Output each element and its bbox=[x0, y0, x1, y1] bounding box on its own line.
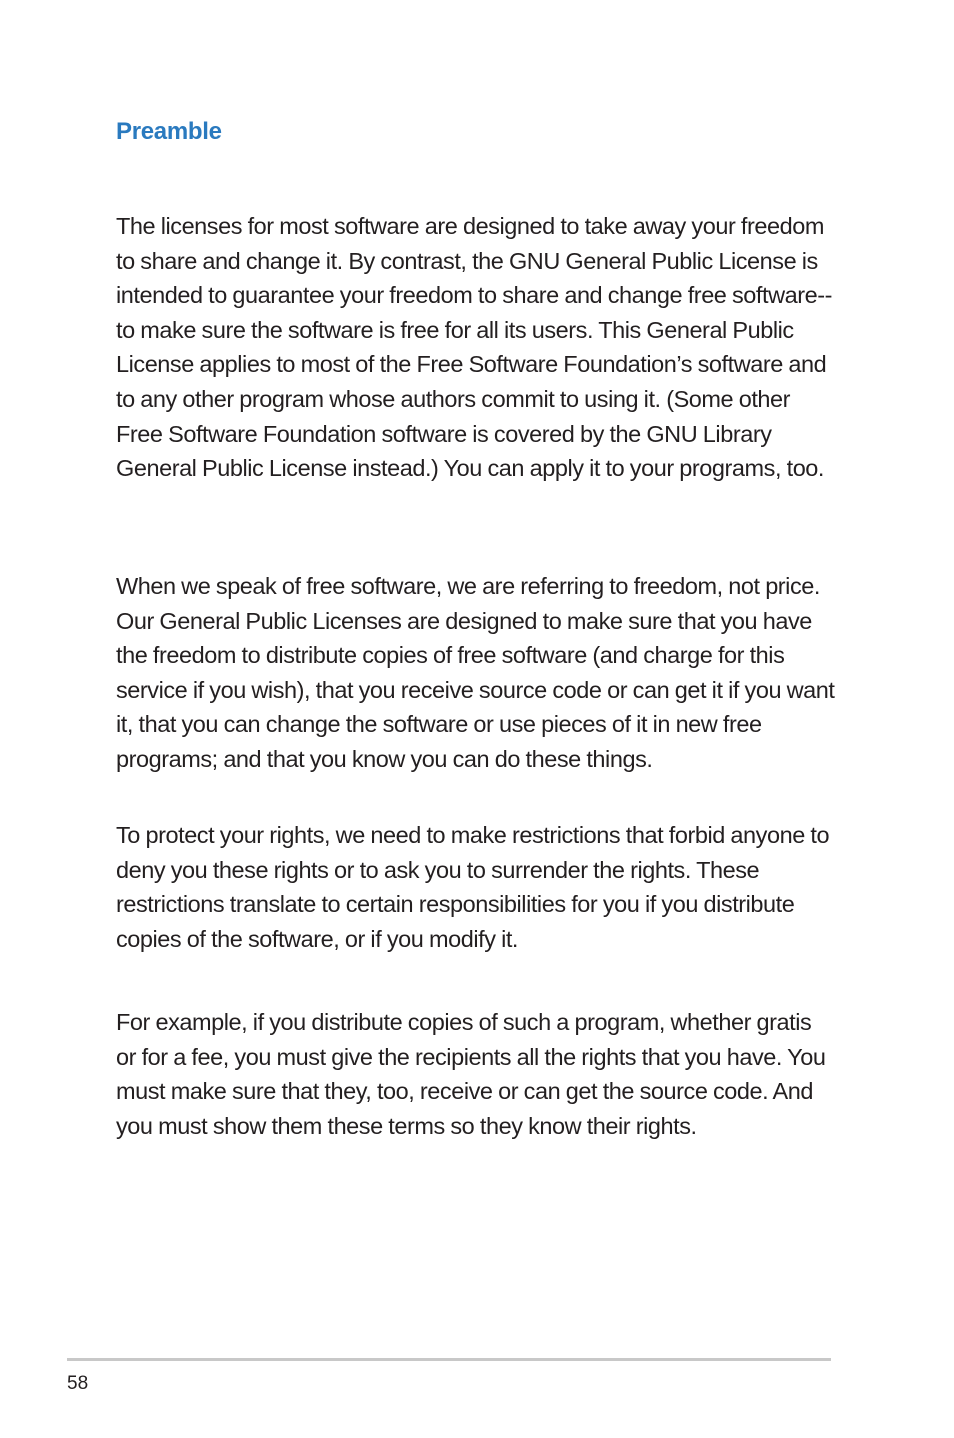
paragraph-protect-rights: To protect your rights, we need to make restrictions that forbid anyone to deny you these rights or to ask you to surrender the rights. These restrictions translate to certain responsibilities for you if you distribute copies of the software, or if you modify it. bbox=[116, 822, 830, 952]
section-heading: Preamble bbox=[116, 118, 222, 145]
paragraph-example: For example, if you distribute copies of such a program, whether gratis or for a fee, you must give the recipients all the rights that you have. You must make sure that they, too, receive or can get the source code. And you must show them these terms so they know their rights. bbox=[116, 1009, 826, 1139]
page-number: 58 bbox=[67, 1373, 89, 1394]
paragraph-free-software: When we speak of free software, we are referring to freedom, not price. Our General Public Licenses are designed to make sure that you have the freedom to distribute copies of free software (and charge for this service if you wish), that you receive source code or can get it if you want it, that you can change the software or use pieces of it in new free programs; and that you know you can do these things. bbox=[116, 573, 835, 772]
paragraph-licenses: The licenses for most software are designed to take away your freedom to share and change it. By contrast, the GNU General Public License is intended to guarantee your freedom to share and change free software--to make sure the software is free for all its users. This General Public License applies to most of the Free Software Foundation’s software and to any other program whose authors commit to using it. (Some other Free Software Foundation software is covered by the GNU Library General Public License instead.) You can apply it to your programs, too. bbox=[116, 213, 832, 482]
footer-divider bbox=[67, 1358, 831, 1361]
